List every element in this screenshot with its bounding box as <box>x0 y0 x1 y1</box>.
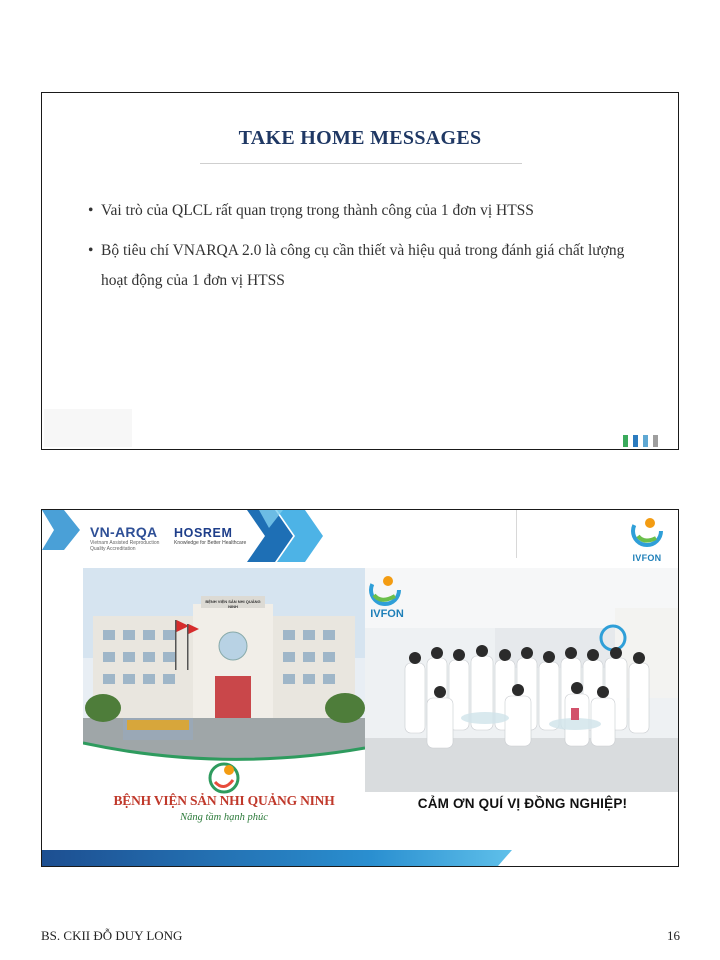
bullet-symbol: • <box>88 202 94 219</box>
hosrem-logo <box>174 526 246 546</box>
ivfon-logo-text: IVFON <box>632 553 662 563</box>
hosrem-logo-name: HOSREM <box>174 526 233 540</box>
bullet-symbol: • <box>88 242 94 259</box>
ivfon-emblem-icon <box>630 514 664 548</box>
corner-placeholder <box>44 409 132 447</box>
team-illustration <box>365 568 679 792</box>
bullet-text: Vai trò của QLCL rất quan trọng trong thành công của 1 đơn vị HTSS <box>101 202 534 219</box>
deco-bar-lightblue <box>643 435 648 447</box>
header-chevron-graphic <box>247 510 327 562</box>
header-divider <box>516 510 517 558</box>
slide-title: TAKE HOME MESSAGES <box>238 127 482 149</box>
ivfon-logo <box>624 514 670 563</box>
hospital-name: BỆNH VIỆN SẢN NHI QUẢNG NINH <box>113 793 335 808</box>
deco-bar-blue <box>633 435 638 447</box>
bullet-item <box>88 196 648 226</box>
deco-bar-green <box>623 435 628 447</box>
hosrem-logo-subtitle: Knowledge for Better Healthcare <box>174 540 247 546</box>
bottom-stripe-graphic <box>42 850 522 866</box>
slide-thank-you <box>41 509 679 867</box>
footer-author: BS. CKII ĐỖ DUY LONG <box>41 928 183 943</box>
hospital-photo <box>83 568 365 834</box>
title-divider <box>200 163 522 164</box>
slide-take-home-messages <box>41 92 679 450</box>
thank-you-caption: CẢM ƠN QUÍ VỊ ĐỒNG NGHIỆP! <box>417 796 628 811</box>
hospital-slogan: Nâng tầm hạnh phúc <box>180 812 268 823</box>
vnarqa-logo-name: VN-ARQA <box>90 524 158 540</box>
bullet-text: Bộ tiêu chí VNARQA 2.0 là công cụ cần thiết và hiệu quả trong đánh giá chất lượng hoạt động của 1 đơn vị HTSS <box>101 242 625 289</box>
team-logo-text: IVFON <box>370 608 404 620</box>
deco-bar-gray <box>653 435 658 447</box>
vnarqa-logo-subtitle: Vietnam Assisted Reproduction Quality Accreditation <box>90 540 160 552</box>
vnarqa-logo <box>90 524 170 552</box>
page-number: 16 <box>667 928 680 943</box>
decorative-bars <box>623 435 658 447</box>
bullet-item <box>88 236 648 296</box>
team-photo <box>365 568 679 792</box>
hospital-sign: BỆNH VIỆN SẢN NHI QUẢNG NINH <box>205 599 261 609</box>
bullet-list <box>88 196 648 306</box>
